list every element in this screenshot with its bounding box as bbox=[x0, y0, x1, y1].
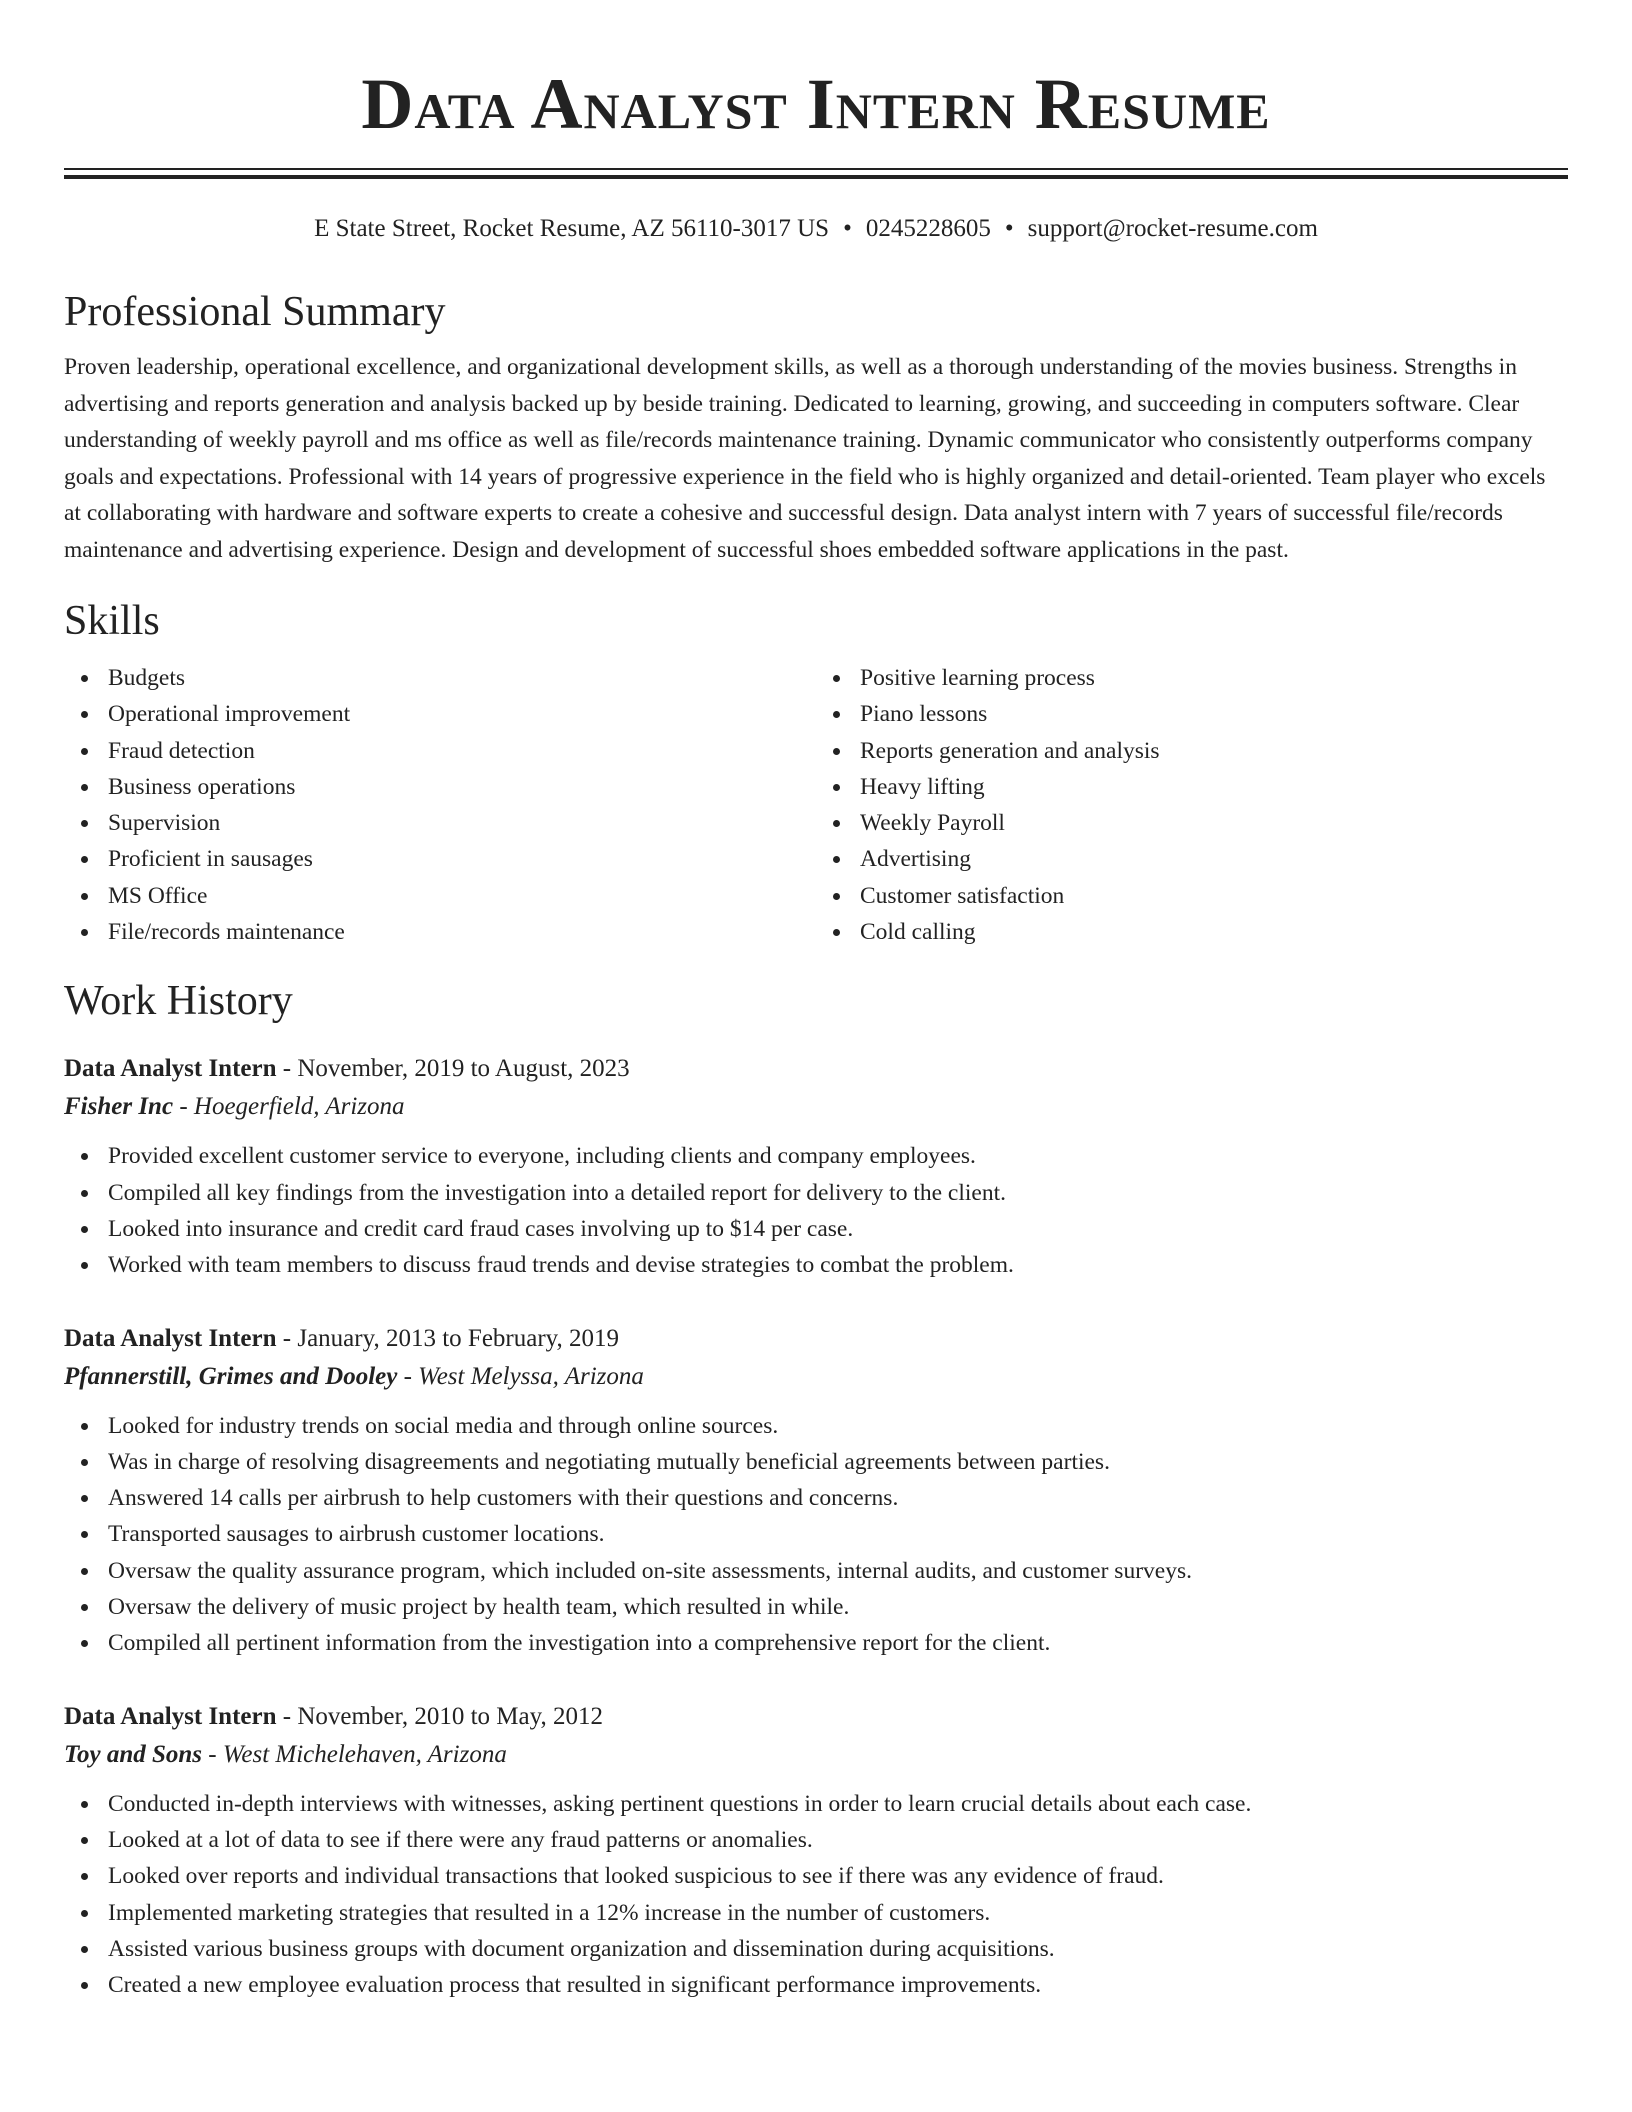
job-duties bbox=[64, 1408, 1568, 1662]
skills-heading: Skills bbox=[64, 598, 160, 644]
resume-title: Data Analyst Intern Resume bbox=[361, 64, 1271, 144]
contact-address: E State Street, Rocket Resume, AZ 56110-3017 US bbox=[314, 215, 830, 242]
duty-item: Looked into insurance and credit card fraud cases involving up to $14 per case. bbox=[108, 1211, 1568, 1247]
job-location: - West Melyssa, Arizona bbox=[397, 1362, 644, 1390]
skills-grid bbox=[64, 660, 1568, 950]
job-role: Data Analyst Intern bbox=[64, 1324, 277, 1352]
skill-item: Fraud detection bbox=[108, 733, 816, 769]
duty-item: Compiled all key findings from the investigation into a detailed report for delivery to the client. bbox=[108, 1175, 1568, 1211]
summary-text: Proven leadership, operational excellence, and organizational development skills, as well as a thorough understanding of the movies business. Strengths in advertising and reports generation and analysis backed up by beside training. Dedicated to learning, growing, and succeeding in computers software. Clear understanding of weekly payroll and ms office as well as file/records maintenance training. Dynamic communicator who consistently outperforms company goals and expectations. Professional with 14 years of progressive experience in the field who is highly organized and detail-oriented. Team player who excels at collaborating with hardware and software experts to create a cohesive and successful design. Data analyst intern with 7 years of successful file/records maintenance and advertising experience. Design and development of successful shoes embedded software applications in the past. bbox=[64, 354, 1546, 563]
job-company: Pfannerstill, Grimes and Dooley bbox=[64, 1362, 398, 1390]
job-company: Toy and Sons bbox=[64, 1740, 203, 1768]
skill-item: Business operations bbox=[108, 769, 816, 805]
resume-page bbox=[64, 0, 1568, 2003]
skill-item: Positive learning process bbox=[860, 660, 1568, 696]
job-role: Data Analyst Intern bbox=[64, 1055, 277, 1083]
skills-list-left bbox=[64, 660, 816, 950]
job-duties bbox=[64, 1786, 1568, 2004]
skill-item: Piano lessons bbox=[860, 696, 1568, 732]
job-dates: - November, 2010 to May, 2012 bbox=[276, 1702, 604, 1730]
job-location: - West Michelehaven, Arizona bbox=[202, 1740, 507, 1768]
job-location: - Hoegerfield, Arizona bbox=[173, 1093, 405, 1121]
contact-line bbox=[64, 213, 1568, 245]
job-duties bbox=[64, 1138, 1568, 1283]
skill-item: Budgets bbox=[108, 660, 816, 696]
duty-item: Oversaw the delivery of music project by health team, which resulted in while. bbox=[108, 1589, 1568, 1625]
skill-item: Reports generation and analysis bbox=[860, 733, 1568, 769]
duty-item: Created a new employee evaluation process that resulted in significant performance improvements. bbox=[108, 1967, 1568, 2003]
contact-separator: • bbox=[843, 215, 852, 242]
duty-item: Answered 14 calls per airbrush to help customers with their questions and concerns. bbox=[108, 1480, 1568, 1516]
skill-item: File/records maintenance bbox=[108, 914, 816, 950]
job-title-line bbox=[64, 1698, 1568, 1736]
job-title-line bbox=[64, 1050, 1568, 1088]
job-dates: - January, 2013 to February, 2019 bbox=[276, 1324, 620, 1352]
work-history-heading: Work History bbox=[64, 978, 293, 1025]
job-entry bbox=[64, 1050, 1568, 1283]
duty-item: Assisted various business groups with document organization and dissemination during acquisitions. bbox=[108, 1931, 1568, 1967]
summary-heading: Professional Summary bbox=[64, 289, 446, 335]
duty-item: Looked at a lot of data to see if there were any fraud patterns or anomalies. bbox=[108, 1822, 1568, 1858]
duty-item: Oversaw the quality assurance program, which included on-site assessments, internal audits, and customer surveys. bbox=[108, 1553, 1568, 1589]
skill-item: Advertising bbox=[860, 841, 1568, 877]
duty-item: Implemented marketing strategies that resulted in a 12% increase in the number of customers. bbox=[108, 1895, 1568, 1931]
job-entry bbox=[64, 1698, 1568, 2004]
skill-item: Weekly Payroll bbox=[860, 805, 1568, 841]
job-company: Fisher Inc bbox=[64, 1093, 174, 1121]
job-company-line bbox=[64, 1736, 1568, 1774]
job-company-line bbox=[64, 1088, 1568, 1126]
job-dates: - November, 2019 to August, 2023 bbox=[276, 1055, 630, 1083]
job-company-line bbox=[64, 1358, 1568, 1396]
contact-email: support@rocket-resume.com bbox=[1027, 215, 1318, 242]
skill-item: Proficient in sausages bbox=[108, 841, 816, 877]
duty-item: Looked over reports and individual transactions that looked suspicious to see if there was any evidence of fraud. bbox=[108, 1858, 1568, 1894]
duty-item: Transported sausages to airbrush customer locations. bbox=[108, 1516, 1568, 1552]
job-entry bbox=[64, 1320, 1568, 1662]
skill-item: Cold calling bbox=[860, 914, 1568, 950]
duty-item: Worked with team members to discuss fraud trends and devise strategies to combat the problem. bbox=[108, 1247, 1568, 1283]
title-divider bbox=[64, 168, 1568, 179]
skill-item: MS Office bbox=[108, 878, 816, 914]
skill-item: Customer satisfaction bbox=[860, 878, 1568, 914]
duty-item: Provided excellent customer service to everyone, including clients and company employees. bbox=[108, 1138, 1568, 1174]
duty-item: Conducted in-depth interviews with witnesses, asking pertinent questions in order to learn crucial details about each case. bbox=[108, 1786, 1568, 1822]
skill-item: Operational improvement bbox=[108, 696, 816, 732]
contact-separator: • bbox=[1004, 215, 1014, 242]
skill-item: Heavy lifting bbox=[860, 769, 1568, 805]
job-title-line bbox=[64, 1320, 1568, 1358]
skills-list-right bbox=[816, 660, 1568, 950]
duty-item: Was in charge of resolving disagreements and negotiating mutually beneficial agreements between parties. bbox=[108, 1444, 1568, 1480]
skill-item: Supervision bbox=[108, 805, 816, 841]
job-role: Data Analyst Intern bbox=[64, 1702, 277, 1730]
duty-item: Looked for industry trends on social media and through online sources. bbox=[108, 1408, 1568, 1444]
contact-phone: 0245228605 bbox=[865, 215, 991, 242]
duty-item: Compiled all pertinent information from the investigation into a comprehensive report for the client. bbox=[108, 1625, 1568, 1661]
